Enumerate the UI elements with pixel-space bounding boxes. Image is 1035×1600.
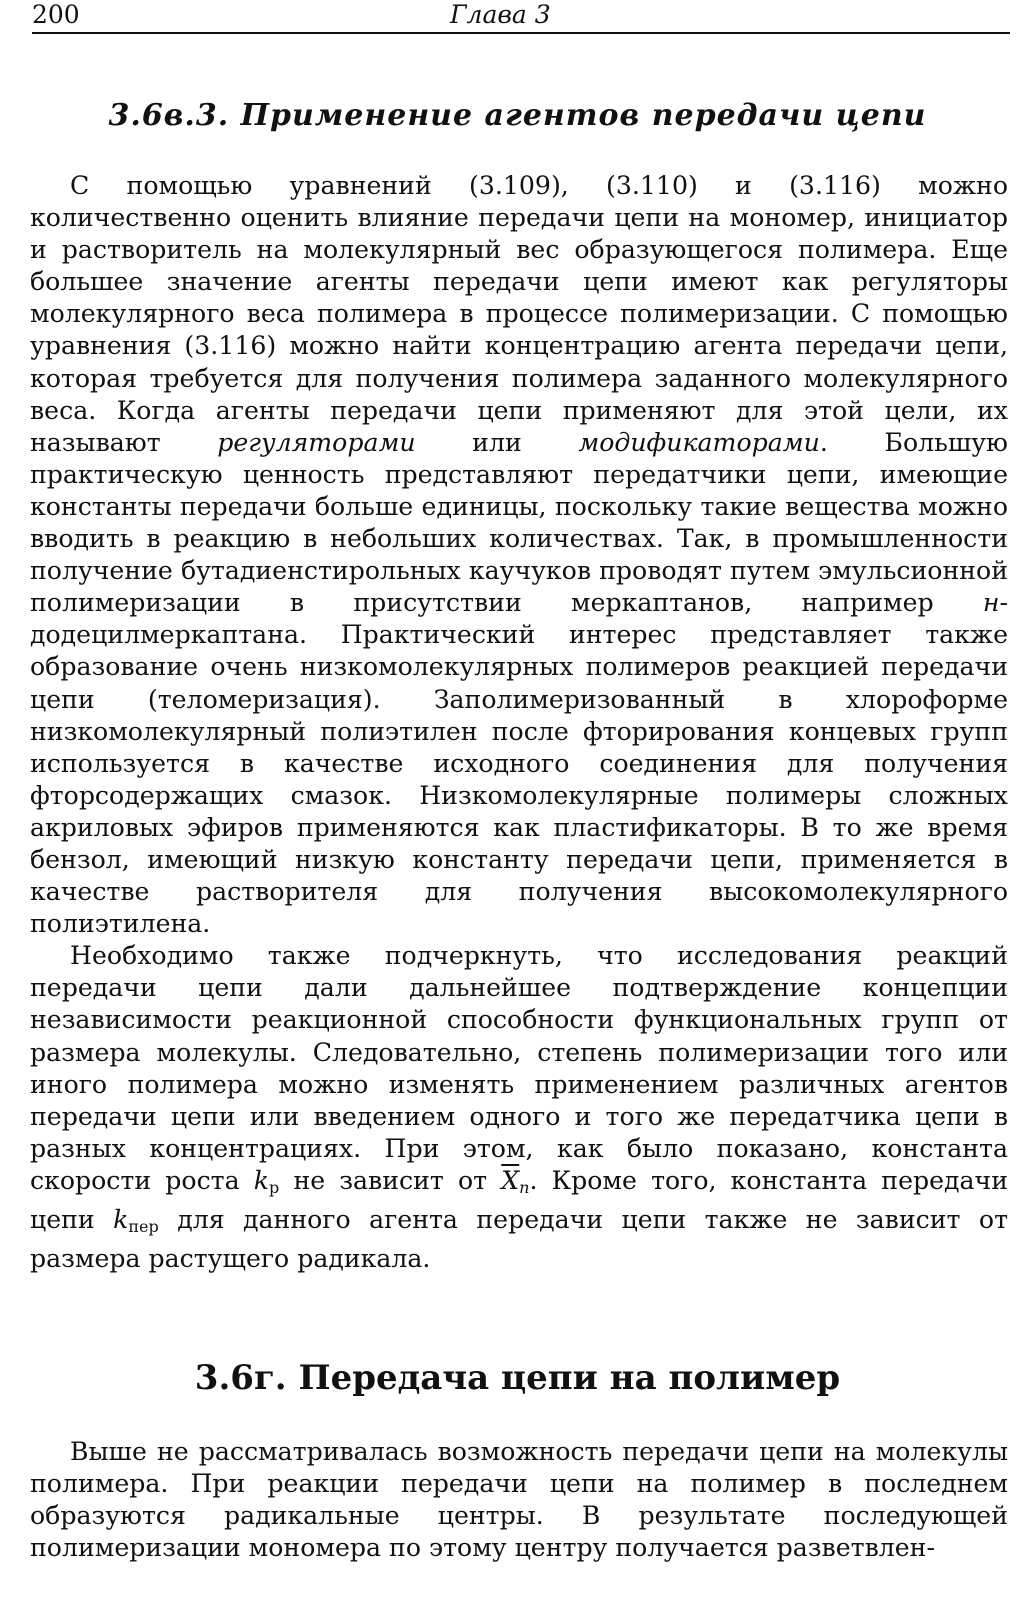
text-run: -додецилмеркаптана. Практический интерес представляет также образование очень низкомолекулярных полимеров реакцией передачи цепи (теломеризация). Заполимеризованный в хлороформе низкомолекулярный полиэтилен после фторирования концевых групп используется в качестве исходного соединения для получения фторсодержащих смазок. Низкомолекулярные полимеры сложных акриловых эфиров применяются как пластификаторы. В то же время бензол, имеющий низкую константу передачи цепи, применяется в качестве растворителя для получения высокомолекулярного полиэтилена. [30,588,1008,939]
text-run: или [415,427,579,457]
symbol-k: k [113,1205,129,1234]
text-run: для данного агента передачи цепи также не зависит от размера растущего радикала. [30,1205,1009,1274]
text-run: . Кроме того, константа передачи цепи [30,1165,1008,1234]
paragraph-3: Выше не рассматривалась возможность передачи цепи на молекулы полимера. При реакции передачи цепи на полимер в последнем образуются радикальные центры. В результате последующей полимеризации мономера по этому центру получается разветвлен- [30,1437,1008,1563]
section-title-3-6v-3: 3.6в.3. Применение агентов передачи цепи [108,98,927,133]
subscript-p: р [269,1177,280,1197]
paragraph-2 [30,940,1008,1275]
section-body-2 [30,1436,1008,1564]
section-title-3-6g: 3.6г. Передача цепи на полимер [194,1358,841,1398]
chapter-label: Глава 3 [450,0,551,29]
subscript-per: пер [128,1217,159,1236]
section-body-1 [30,170,1008,1275]
term-n-prefix: н [982,588,1000,618]
term-regulators: регуляторами [217,427,416,457]
text-run: не зависит от [279,1165,502,1195]
text-run: Необходимо также подчеркнуть, что исследования реакций передачи цепи дали дальнейшее подтверждение концепции независимости реакционной способности функциональных групп от размера молекулы. Следовательно, степень полимеризации того или иного полимера можно изменять применением различных агентов передачи цепи или введением одного и того же передатчика цепи в разных концентрациях. При этом, как было показано, константа скорости роста [30,941,1008,1195]
running-head [32,0,1010,34]
subscript-n: n [519,1177,530,1197]
paragraph-1 [30,170,1008,940]
symbol-x-bar: $\overline{X}$ [501,1165,520,1195]
text-run: С помощью уравнений (3.109), (3.110) и (3.116) можно количественно оценить влияние передачи цепи на мономер, инициатор и растворитель на молекулярный вес образующегося полимера. Еще большее значение агенты передачи цепи имеют как регуляторы молекулярного веса полимера в процессе полимеризации. С помощью уравнения (3.116) можно найти концентрацию агента передачи цепи, которая требуется для получения полимера заданного молекулярного веса. Когда агенты передачи цепи применяют для этой цели, их называют [30,171,1008,457]
symbol-k: k [253,1165,270,1195]
text-run: . Большую практическую ценность представляют передатчики цепи, имеющие константы передачи больше единицы, поскольку такие вещества можно вводить в реакцию в небольших количествах. Так, в промышленности получение бутадиенстирольных каучуков проводят путем эмульсионной полимеризации в присутствии меркаптанов, например [30,427,1008,618]
page-number: 200 [32,0,80,29]
term-modifiers: модификаторами [578,427,820,457]
